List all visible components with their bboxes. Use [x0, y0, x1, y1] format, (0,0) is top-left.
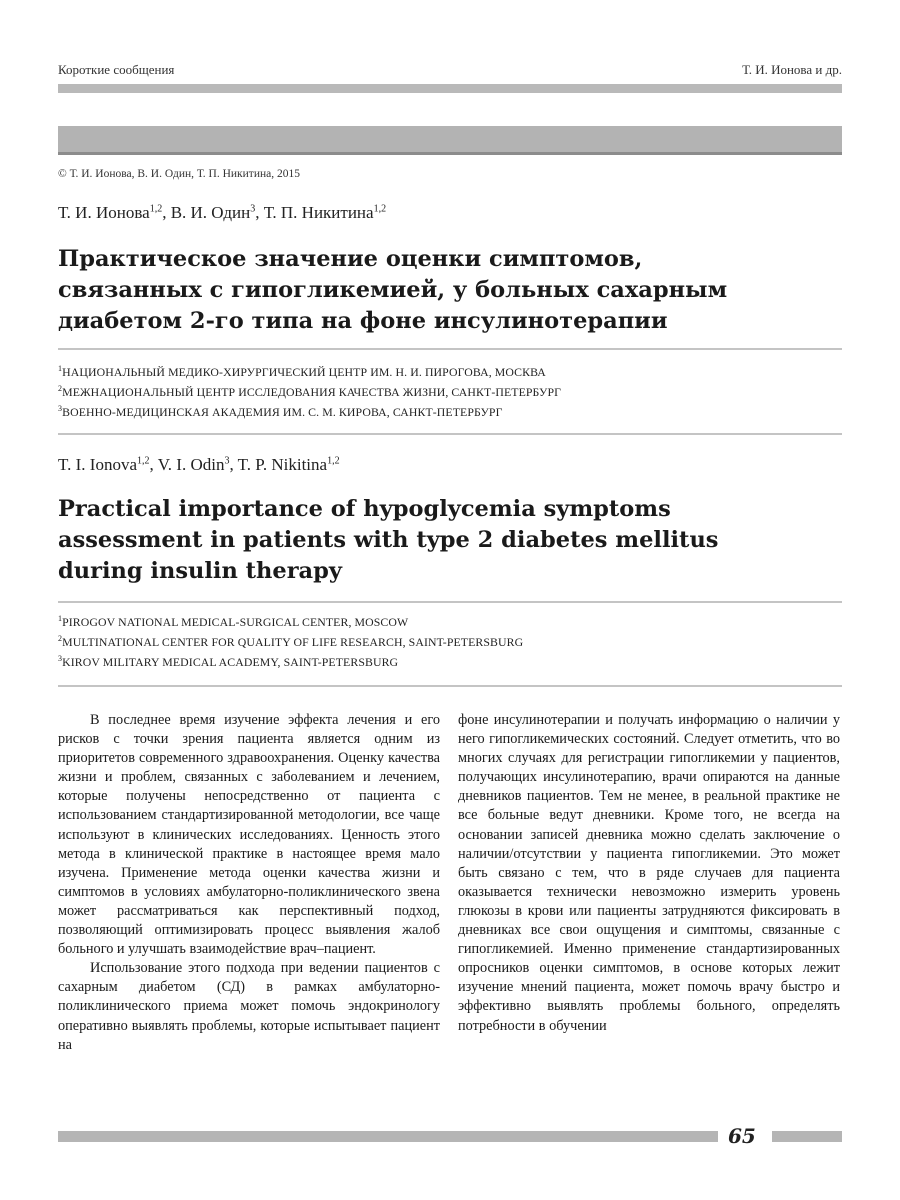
- authors-ru: Т. И. Ионова$^{1,2}$, В. И. Один$^3$, Т. П. Никитина$^{1,2}$: [58, 203, 387, 222]
- title-line: assessment in patients with type 2 diabetes mellitus: [58, 527, 719, 553]
- body-paragraph: фоне инсулинотерапии и получать информацию о наличии у него гипогликемических состояний. Следует отметить, что во многих случаях для регистрации гипогликемии у пациентов, получающих инсулинотерапию, врачи опираются на данные дневников пациентов. Тем не менее, в реальной практике не все больные ведут дневники. Кроме того, не всегда на основании записей дневника можно сделать заключение о наличии/отсутствии у пациента гипогликемии. Это может быть связано с тем, что в ряде случаев для пациента оказывается технически невозможно измерить уровень глюкозы в крови или пациенты затрудняются фиксировать в дневниках все свои ощущения и симптомы, связанные с гипогликемией. Именно применение стандартизированных опросников оценки симптомов, в основе которых лежит изучение мнений пациента, может помочь врачу быстро и эффективно выявлять проблемы больного, определять потребности в обучении: [458, 712, 840, 1034]
- author-affil-sup: 3: [250, 203, 256, 215]
- title-line: during insulin therapy: [58, 558, 342, 584]
- divider-rule: [58, 601, 842, 603]
- author-name: T. I. Ionova: [58, 455, 137, 474]
- affiliations-ru: [58, 362, 561, 422]
- divider-rule: [58, 348, 842, 350]
- authors-en: T. I. Ionova$^{1,2}$, V. I. Odin$^3$, T. P. Nikitina$^{1,2}$: [58, 455, 340, 474]
- page-number: 65: [728, 1124, 756, 1148]
- affiliation-item: $^1$PIROGOV NATIONAL MEDICAL-SURGICAL CENTER, MOSCOW: [58, 614, 409, 629]
- title-line: связанных с гипогликемией, у больных сахарным: [58, 277, 728, 303]
- divider-rule: [58, 685, 842, 687]
- affiliation-item: $^2$МЕЖНАЦИОНАЛЬНЫЙ ЦЕНТР ИССЛЕДОВАНИЯ КАЧЕСТВА ЖИЗНИ, САНКТ-ПЕТЕРБУРГ: [58, 384, 562, 399]
- author-affil-sup: 1,2: [373, 203, 387, 215]
- body-column-left: [58, 711, 440, 1055]
- affiliation-item: $^3$KIROV MILITARY MEDICAL ACADEMY, SAINT-PETERSBURG: [58, 654, 399, 669]
- affiliations-en: [58, 612, 523, 672]
- title-band-underline: [58, 152, 842, 155]
- author-name: Т. П. Никитина: [263, 203, 374, 222]
- title-line: Practical importance of hypoglycemia symptoms: [58, 496, 671, 522]
- divider-rule: [58, 433, 842, 435]
- author-affil-sup: 1,2: [137, 455, 150, 467]
- author-name: Т. И. Ионова: [58, 203, 150, 222]
- affiliation-item: $^1$НАЦИОНАЛЬНЫЙ МЕДИКО-ХИРУРГИЧЕСКИЙ ЦЕНТР ИМ. Н. И. ПИРОГОВА, МОСКВА: [58, 364, 546, 379]
- header-divider-bar: [58, 84, 842, 93]
- footer-bar-right: [772, 1131, 842, 1142]
- body-paragraph: Использование этого подхода при ведении пациентов с сахарным диабетом (СД) в рамках амбулаторно-поликлинического приема может помочь эндокринологу оперативно выявлять проблемы, которые испытывает пациент на: [58, 960, 440, 1053]
- running-header-section: Короткие сообщения: [58, 62, 175, 77]
- author-name: В. И. Один: [170, 203, 251, 222]
- copyright-line: © Т. И. Ионова, В. И. Один, Т. П. Никитина, 2015: [58, 168, 300, 180]
- decorative-title-band: [58, 126, 842, 152]
- body-paragraph: В последнее время изучение эффекта лечения и его рисков с точки зрения пациента является одним из приоритетов современного здравоохранения. Оценку качества жизни и проблем, связанных с заболеванием и лечением, которые получены непосредственно от пациента с использованием стандартизированной методологии, все чаще используют в клинических исследованиях. Ценность этого метода в клинической практике в настоящее время мало изучена. Применение метода оценки качества жизни и симптомов в условиях амбулаторно-поликлинического звена может рассматриваться как перспективный подход, позволяющий оптимизировать процесс выявления жалоб больного и улучшать взаимодействие врач–пациент.: [58, 712, 440, 958]
- title-line: диабетом 2-го типа на фоне инсулинотерапии: [58, 308, 668, 334]
- author-affil-sup: 1,2: [149, 203, 163, 215]
- affiliation-item: $^2$MULTINATIONAL CENTER FOR QUALITY OF LIFE RESEARCH, SAINT-PETERSBURG: [58, 634, 524, 649]
- author-affil-sup: 1,2: [327, 455, 340, 467]
- running-header-authors: Т. И. Ионова и др.: [742, 62, 842, 77]
- footer-bar-left: [58, 1131, 718, 1142]
- body-column-right: [458, 711, 840, 1036]
- affiliation-item: $^3$ВОЕННО-МЕДИЦИНСКАЯ АКАДЕМИЯ ИМ. С. М. КИРОВА, САНКТ-ПЕТЕРБУРГ: [58, 404, 503, 419]
- article-title-ru: [58, 244, 848, 337]
- author-name: V. I. Odin: [157, 455, 225, 474]
- author-affil-sup: 3: [224, 455, 230, 467]
- title-line: Практическое значение оценки симптомов,: [58, 246, 643, 272]
- article-title-en: [58, 494, 848, 587]
- author-name: T. P. Nikitina: [237, 455, 328, 474]
